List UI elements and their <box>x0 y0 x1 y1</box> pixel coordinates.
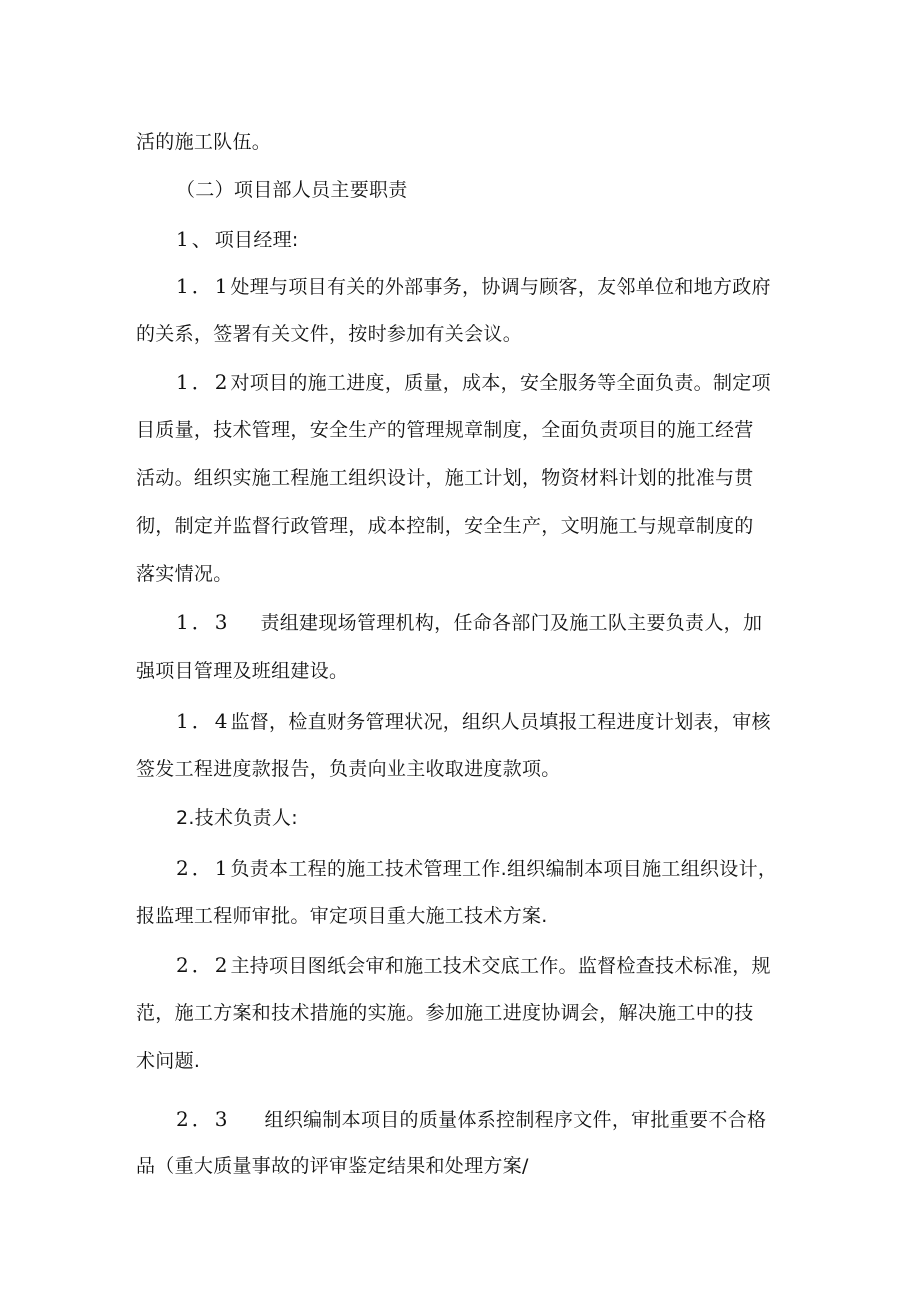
heading-text: （二）项目部人员主要职责 <box>176 179 408 201</box>
text-line <box>176 274 771 299</box>
line-text: 负责本工程的施工技术管理工作.组织编制本项目施工组织设计， <box>230 858 778 880</box>
text-line <box>136 130 271 154</box>
section-heading <box>176 178 408 202</box>
subheading-project-manager <box>176 227 299 252</box>
line-text: 处理与项目有关的外部事务，协调与顾客，友邻单位和地方政府 <box>230 276 771 298</box>
text-line <box>136 322 522 346</box>
heading-text: 2.技术负责人: <box>176 807 298 829</box>
text-line <box>136 659 348 683</box>
item-number: 2．2 <box>176 953 231 977</box>
text-line <box>176 370 771 395</box>
item-number: 1．3 <box>176 610 231 634</box>
line-text: 责组建现场管理机构，任命各部门及施工队主要负责人，加 <box>260 612 763 634</box>
item-number: 1．1 <box>176 274 231 298</box>
line-text: 的关系，签署有关文件，按时参加有关会议。 <box>136 323 523 345</box>
line-text: 落实情况。 <box>136 563 233 585</box>
item-number: 2．1 <box>176 856 231 880</box>
line-text: 术问题. <box>136 1050 201 1072</box>
line-text: 对项目的施工进度，质量，成本，安全服务等全面负责。制定项 <box>230 372 771 394</box>
line-text: 组织编制本项目的质量体系控制程序文件，审批重要不合格 <box>264 1109 767 1131</box>
item-number: 2．3 <box>176 1107 231 1131</box>
line-text: 范，施工方案和技术措施的实施。参加施工进度协调会，解决施工中的技 <box>136 1002 754 1024</box>
text-line <box>176 709 771 734</box>
text-line <box>136 904 548 928</box>
text-line <box>176 1107 766 1132</box>
subheading-technical-lead <box>176 806 298 830</box>
line-text: 报监理工程师审批。审定项目重大施工技术方案. <box>136 905 548 927</box>
line-text: 主持项目图纸会审和施工技术交底工作。监督检查技术标准，规 <box>230 955 771 977</box>
text-line <box>136 514 754 538</box>
text-line <box>136 1049 200 1073</box>
line-text: 签发工程进度款报告，负责向业主收取进度款项。 <box>136 758 561 780</box>
item-number: 1、 <box>176 227 215 251</box>
line-text: 活的施工队伍。 <box>136 131 272 153</box>
text-line <box>176 610 762 635</box>
text-line <box>136 466 754 490</box>
line-text: 强项目管理及班组建设。 <box>136 660 349 682</box>
item-number: 1．2 <box>176 370 231 394</box>
line-text: 监督，检直财务管理状况，组织人员填报工程进度计划表，审核 <box>230 711 771 733</box>
text-line <box>136 562 233 586</box>
heading-text: 项目经理: <box>214 229 299 251</box>
text-line <box>176 953 771 978</box>
item-number: 1．4 <box>176 709 231 733</box>
text-line <box>136 1154 529 1178</box>
line-text: 活动。组织实施工程施工组织设计，施工计划，物资材料计划的批准与贯 <box>136 467 754 489</box>
line-text: 彻，制定并监督行政管理，成本控制，安全生产，文明施工与规章制度的 <box>136 515 754 537</box>
text-line <box>136 1001 754 1025</box>
text-line <box>136 418 754 442</box>
text-line <box>176 856 777 881</box>
text-line <box>136 757 561 781</box>
line-text: 品（重大质量事故的评审鉴定结果和处理方案/ <box>136 1155 529 1177</box>
line-text: 目质量，技术管理，安全生产的管理规章制度，全面负责项目的施工经营 <box>136 419 754 441</box>
